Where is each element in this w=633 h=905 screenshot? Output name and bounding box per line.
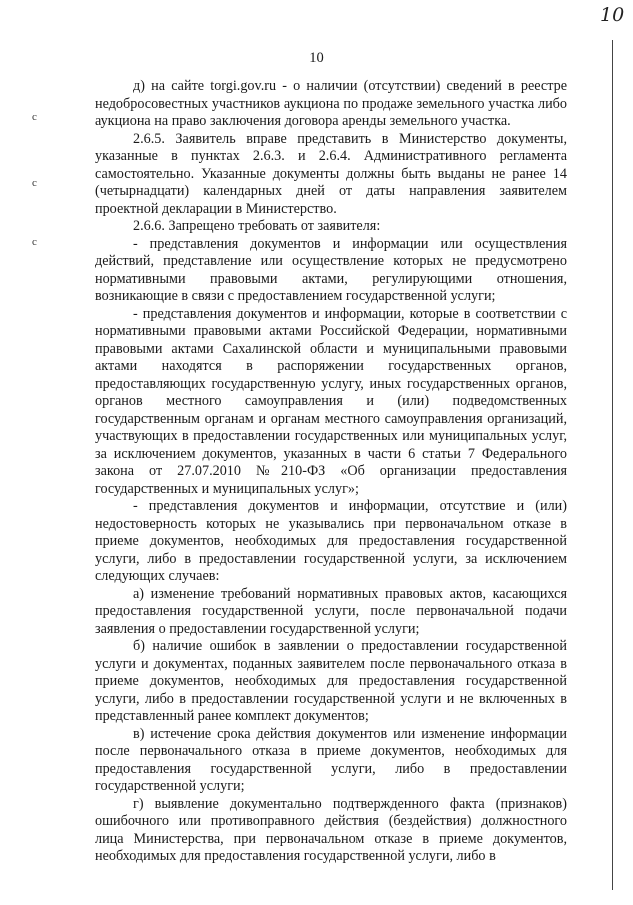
paragraph-item-d-torgi: д) на сайте torgi.gov.ru - о наличии (отсутствии) сведений в реестре недобросовестных участников аукциона по продаже земельного участка либо аукциона на право заключения договора аренды земельного участка. [95,78,567,129]
paragraph-case-b: б) наличие ошибок в заявлении о предоставлении государственной услуги и документах, поданных заявителем после первоначального отказа в приеме документов, необходимых для предоставления государственной услуги, либо в предоставлении государственной услуги и не включенных в представленный ранее комплект документов; [95,638,567,724]
document-body [95,78,567,866]
paragraph-prohibition-3: - представления документов и информации, отсутствие и (или) недостоверность которых не указывались при первоначальном отказе в приеме документов, необходимых для предоставления государственной услуги, либо в предоставлении государственной услуги, за исключением следующих случаев: [95,498,567,584]
paragraph-case-v: в) истечение срока действия документов или изменение информации после первоначального отказа в приеме документов, необходимых для предоставления государственной услуги, либо в предоставлении государственной услуги; [95,725,567,794]
paragraph-2-6-6-heading: 2.6.6. Запрещено требовать от заявителя: [133,218,381,234]
paragraph-prohibition-1: - представления документов и информации или осуществления действий, представление или осуществление которых не предусмотрено нормативными правовыми актами, регулирующими отношения, возникающие в связи с предоставлением государственной услуги; [95,235,567,304]
paragraph-case-g: г) выявление документально подтвержденного факта (признаков) ошибочного или противоправного действия (бездействия) должностного лица Министерства, при первоначальном отказе в приеме документов, необходимых для предоставления государственной услуги, либо в [95,795,567,864]
margin-mark: с [32,236,37,248]
scan-edge-line [612,40,613,890]
paragraph-case-a: а) изменение требований нормативных правовых актов, касающихся предоставления государственной услуги, после первоначальной подачи заявления о предоставлении государственной услуги; [95,585,567,637]
margin-mark: с [32,177,37,189]
handwritten-page-number: 10 [600,4,625,26]
page-number: 10 [309,50,324,66]
paragraph-prohibition-2: - представления документов и информации, которые в соответствии с нормативными правовыми актами Российской Федерации, нормативными правовыми актами Сахалинской области и муниципальными правовыми актами находятся в распоряжении государственных органов, предоставляющих государственную услугу, иных государственных органов, органов местного самоуправления и (или) подведомственных государственным органам и органам местного самоуправления организаций, участвующих в предоставлении государственных или муниципальных услуг, за исключением документов, указанных в части 6 статьи 7 Федерального закона от 27.07.2010 №210-ФЗ «Об организации предоставления государственных и муниципальных услуг»; [95,305,567,497]
paragraph-2-6-5: 2.6.5. Заявитель вправе представить в Министерство документы, указанные в пунктах 2.6.3. и 2.6.4. Административного регламента самостоятельно. Указанные документы должны быть выданы не ранее 14 (четырнадцати) календарных дней от даты направления заявителем проектной декларации в Министерство. [95,130,567,217]
margin-mark: с [32,111,37,123]
